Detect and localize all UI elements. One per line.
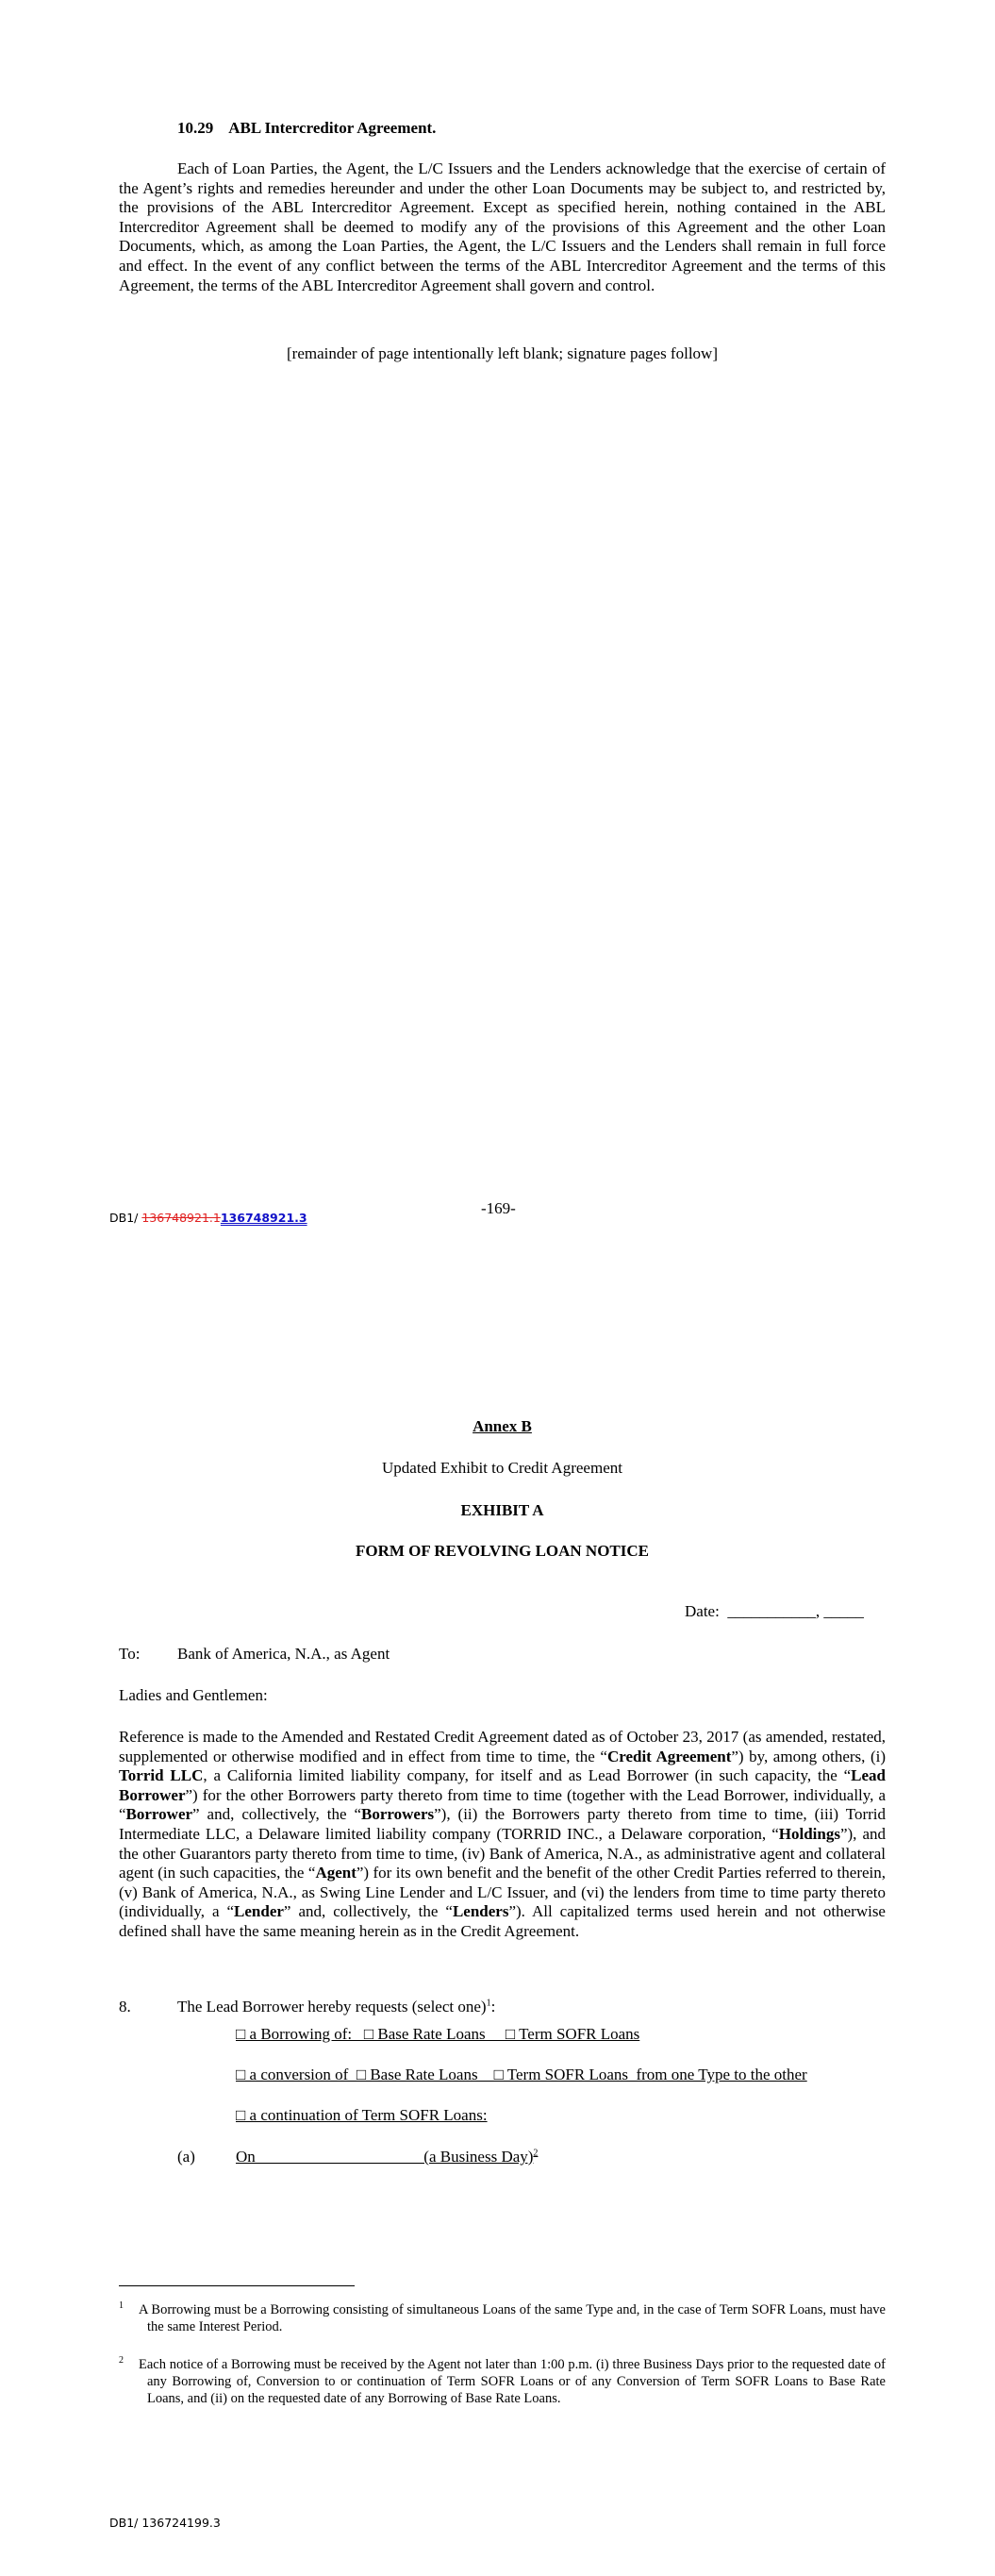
item-text: The Lead Borrower hereby requests (select one) [177, 1998, 487, 2016]
date-line [685, 1602, 864, 1621]
footnote-2-text: Each notice of a Borrowing must be received by the Agent not later than 1:00 p.m. (i) three Business Days prior to the requested date of any Borrowing of, Conversion to or continuation of Term SOFR Loans or of any Conversion of Term SOFR Loans to Base Rate Loans, and (ii) on the requested date of any Borrowing of Base Rate Loans. [139, 2357, 886, 2406]
footnote-1 [119, 2301, 886, 2335]
ref-text: Reference is made to the Amended and Restated Credit Agreement dated as of October 23, 2017 (as amended, restated, supplemented or otherwise modified and in effect from time to time, the “ [119, 1728, 886, 1765]
salutation: Ladies and Gentlemen: [119, 1686, 268, 1704]
sub-item-a [177, 2148, 538, 2166]
footnote-2-mark: 2 [119, 2355, 124, 2367]
ref-defined-term: Agent [315, 1864, 357, 1882]
ref-defined-term: Lender [234, 1902, 284, 1921]
sub-label: (a) [177, 2148, 195, 2166]
section-paragraph: Each of Loan Parties, the Agent, the L/C Issuers and the Lenders acknowledge that the exercise of certain of the Agent’s rights and remedies hereunder and under the other Loan Documents may be subject to, and restricted by, the provisions of the ABL Intercreditor Agreement. Except as specified herein, nothing contained in the ABL Intercreditor Agreement shall be deemed to modify any of the provisions of this Agreement and the other Loan Documents, which, as among the Loan Parties, the Agent, the L/C Issuers and the Lenders shall remain in full force and effect. In the event of any conflict between the terms of the ABL Intercreditor Agreement and the terms of this Agreement, the terms of the ABL Intercreditor Agreement shall govern and control. [119, 159, 886, 294]
item-colon: : [490, 1998, 496, 2016]
to-label: To: [119, 1645, 141, 1663]
ref-text: ”), (ii) the Borrowers party thereto from time to time, (iii) Torrid Intermediate LLC, a Delaware limited liability company (TORRID INC., a Delaware corporation, “ [119, 1805, 886, 1843]
to-line [119, 1645, 390, 1664]
ref-text: ”) for the other Borrowers party thereto from time to time (together with the Lead Borrower, individually, a “ [119, 1785, 886, 1824]
page-number: -169- [481, 1199, 516, 1217]
ref-defined-term: Lead Borrower [119, 1766, 886, 1804]
footnote-1-mark: 1 [119, 2300, 124, 2312]
form-title: FORM OF REVOLVING LOAN NOTICE [355, 1542, 650, 1560]
footnote-1-text: A Borrowing must be a Borrowing consisting of simultaneous Loans of the same Type and, in the case of Term SOFR Loans, must have the same Interest Period. [139, 2302, 886, 2334]
date-label: Date: [685, 1602, 720, 1620]
footnote-2 [119, 2356, 886, 2407]
item-number: 8. [119, 1998, 131, 2016]
item-8 [119, 1998, 495, 2016]
ref-text: ”) by, among others, (i) [731, 1747, 886, 1765]
remainder-note: [remainder of page intentionally left blank; signature pages follow] [287, 344, 718, 362]
docid-inserted: 136748921.3 [220, 1211, 307, 1225]
ref-text: , a California limited liability company, for itself and as Lead Borrower (in such capacity, the “ [203, 1766, 852, 1785]
ref-defined-term: Lenders [452, 1902, 509, 1921]
reference-paragraph [119, 1728, 886, 1942]
ref-text: ”), and the other Guarantors party thereto from time to time, (iv) Bank of America, N.A., as administrative agent and collateral agent (in such capacities, the “ [119, 1824, 886, 1882]
section-heading [177, 119, 436, 138]
footnote-ref-1: 1 [486, 1998, 491, 2009]
option-conversion[interactable]: □ a conversion of □ Base Rate Loans □ Term SOFR Loans from one Type to the other [236, 2066, 807, 2083]
annex-title: Annex B [473, 1417, 532, 1435]
ref-defined-term: Borrowers [361, 1805, 435, 1824]
section-title: ABL Intercreditor Agreement. [228, 119, 437, 137]
footnote-separator [119, 2285, 355, 2286]
annex-subtitle: Updated Exhibit to Credit Agreement [382, 1459, 622, 1477]
option-continuation[interactable]: □ a continuation of Term SOFR Loans: [236, 2106, 488, 2124]
ref-text: ”) for its own benefit and the benefit of the other Credit Parties referred to therein, (v) Bank of America, N.A., as Swing Line Lender and L/C Issuer, and (vi) the lenders from time to time party thereto (individually, a “ [119, 1864, 887, 1921]
ref-text: ” and, collectively, the “ [283, 1902, 453, 1921]
footnote-ref-2: 2 [533, 2148, 539, 2159]
docid-deleted: 136748921.1 [141, 1211, 221, 1225]
ref-defined-term: Credit Agreement [606, 1747, 732, 1765]
option-borrowing[interactable]: □ a Borrowing of: □ Base Rate Loans □ Term SOFR Loans [236, 2025, 640, 2043]
ref-defined-term: Torrid LLC [119, 1766, 204, 1785]
ref-text: ” and, collectively, the “ [192, 1805, 362, 1824]
document-id-page1 [109, 1211, 307, 1225]
exhibit-title: EXHIBIT A [460, 1501, 544, 1519]
ref-text: ”). All capitalized terms used herein and not otherwise defined shall have the same meaning herein as in the Credit Agreement. [119, 1902, 886, 1940]
business-day-field[interactable]: On ____________________ (a Business Day) [236, 2148, 534, 2166]
section-number: 10.29 [177, 119, 214, 137]
ref-defined-term: Holdings [778, 1824, 840, 1843]
to-value: Bank of America, N.A., as Agent [177, 1645, 390, 1663]
date-blank: ___________, _____ [727, 1602, 864, 1620]
docid-prefix: DB1/ [109, 1211, 142, 1225]
ref-defined-term: Borrower [125, 1805, 193, 1824]
document-id-page2: DB1/ 136724199.3 [109, 2516, 221, 2530]
